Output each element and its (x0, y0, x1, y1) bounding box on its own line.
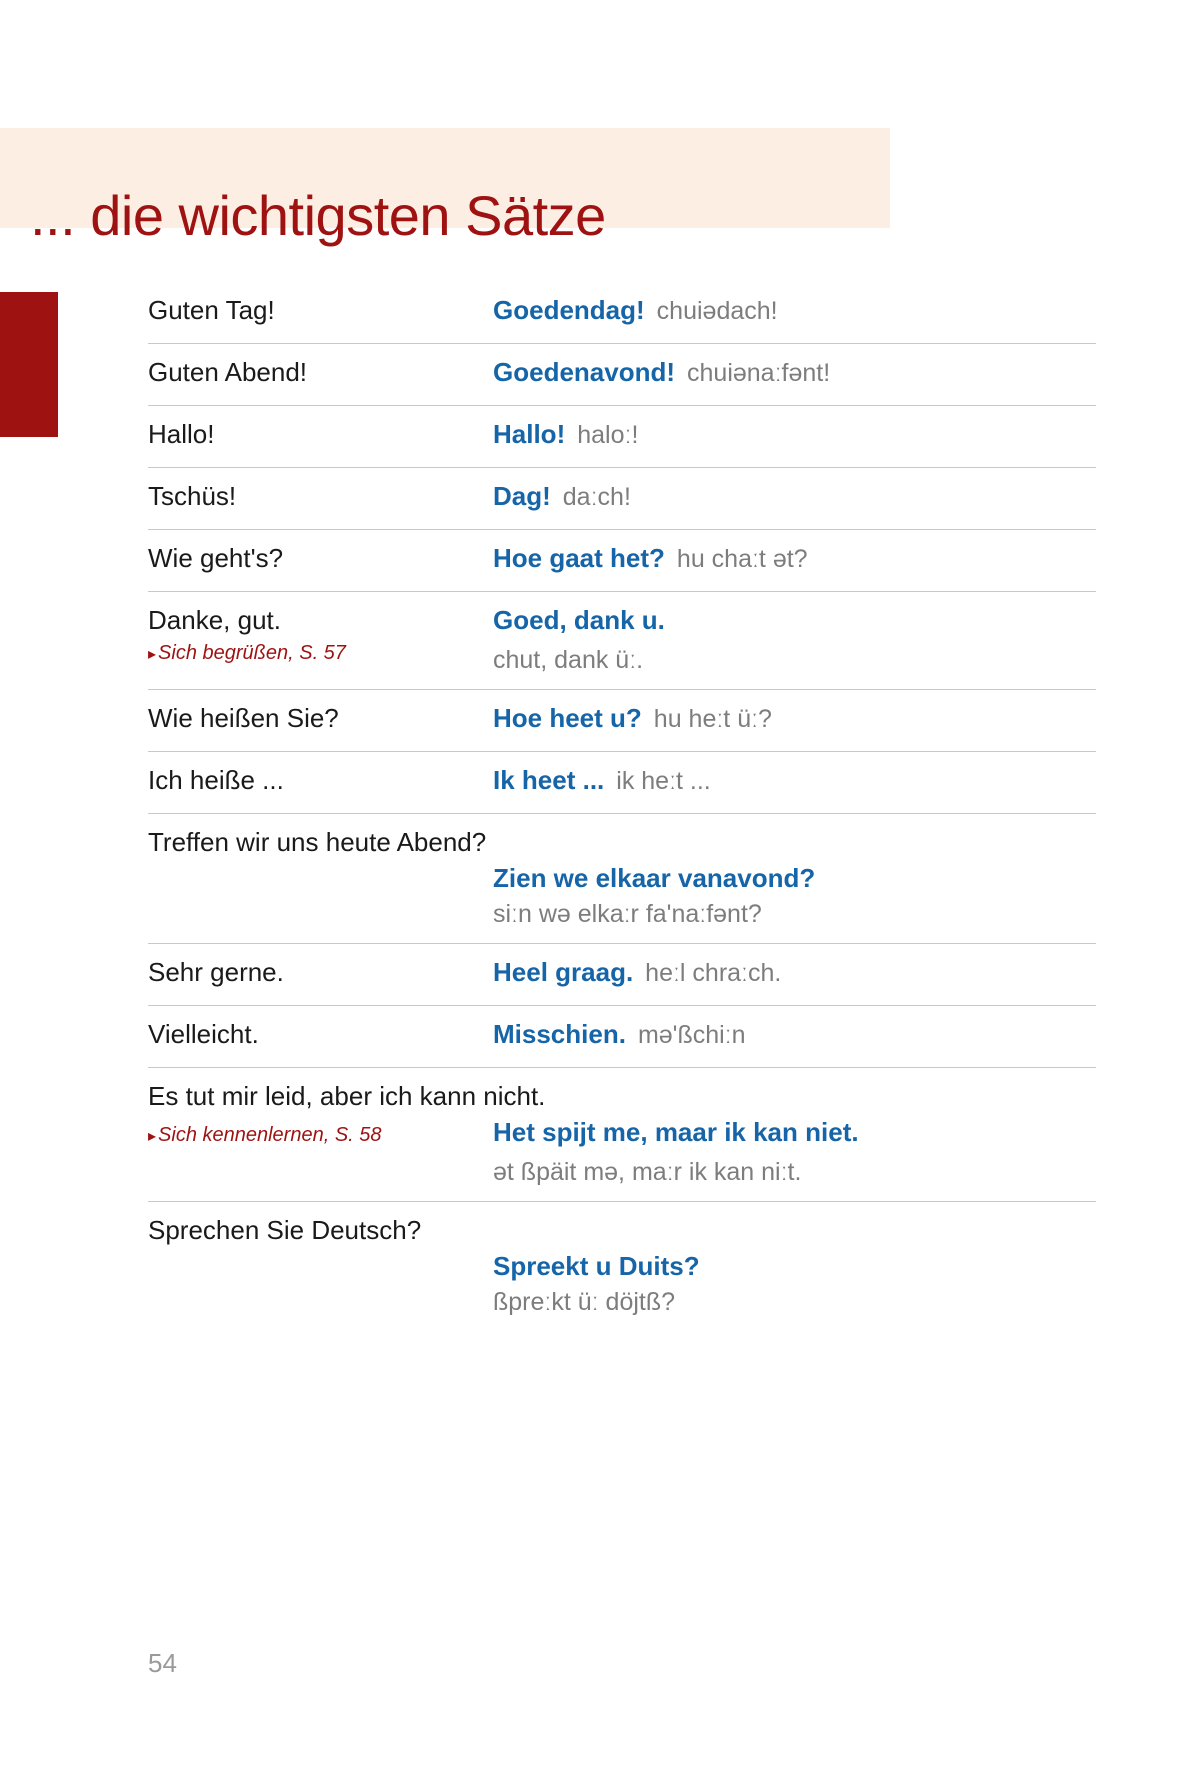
pronunciation: heːl chraːch. (645, 959, 782, 987)
page-title: ... die wichtigsten Sätze (30, 183, 606, 247)
dutch-phrase: Misschien. (493, 1019, 626, 1049)
translation-row (148, 1114, 1096, 1190)
translation-cell (493, 1114, 1096, 1190)
translation-cell (493, 762, 1096, 802)
pronunciation: chuiədach! (656, 297, 778, 325)
dutch-phrase: Dag! (493, 481, 551, 511)
pronunciation: chut, dank üː. (493, 646, 644, 674)
dutch-phrase: Spreekt u Duits? (493, 1251, 700, 1281)
dutch-phrase: Hallo! (493, 419, 566, 449)
translation-cell (493, 1016, 1096, 1056)
table-row (148, 592, 1096, 690)
translation-cell (493, 700, 1096, 740)
pronunciation: daːch! (562, 483, 631, 511)
translation-cell (493, 954, 1096, 994)
dutch-phrase: Zien we elkaar vanavond? (493, 863, 816, 893)
translation-cell (493, 1248, 1096, 1320)
translation-cell (493, 478, 1096, 518)
table-row (148, 752, 1096, 814)
table-row (148, 1006, 1096, 1068)
dutch-phrase: Het spijt me, maar ik kan niet. (493, 1117, 859, 1147)
table-row (148, 282, 1096, 344)
table-row (148, 406, 1096, 468)
dutch-phrase: Hoe gaat het? (493, 543, 665, 573)
dutch-phrase: Goedendag! (493, 295, 645, 325)
german-phrase: Hallo! (148, 419, 215, 449)
german-phrase: Ich heiße ... (148, 765, 284, 795)
german-phrase: Sehr gerne. (148, 957, 284, 987)
cross-reference[interactable] (148, 1120, 493, 1152)
triangle-right-icon: ▸ (148, 646, 157, 663)
table-row (148, 1202, 1096, 1331)
translation-cell (493, 354, 1096, 394)
dutch-phrase: Heel graag. (493, 957, 634, 987)
phrase-table (148, 282, 1096, 1331)
table-row (148, 690, 1096, 752)
dutch-phrase: Goedenavond! (493, 357, 676, 387)
translation-cell (493, 602, 1096, 678)
german-phrase-cell (148, 602, 493, 670)
german-phrase: Guten Tag! (148, 295, 275, 325)
pronunciation: hu heːt üː? (653, 705, 772, 733)
german-phrase: Tschüs! (148, 481, 237, 511)
german-phrase: Guten Abend! (148, 357, 308, 387)
triangle-right-icon: ▸ (148, 1128, 157, 1145)
table-row (148, 944, 1096, 1006)
pronunciation: ßpreːkt üː döjtß? (493, 1288, 676, 1316)
translation-cell (493, 540, 1096, 580)
pronunciation: ik heːt ... (616, 767, 711, 795)
pronunciation: ət ßpäit mə, maːr ik kan niːt. (493, 1158, 802, 1186)
dutch-phrase: Ik heet ... (493, 765, 605, 795)
pronunciation: haloː! (577, 421, 639, 449)
cross-reference-cell (148, 1120, 493, 1152)
translation-cell (493, 860, 1096, 932)
table-row (148, 468, 1096, 530)
table-row (148, 530, 1096, 592)
pronunciation: chuiənaːfənt! (687, 359, 831, 387)
dutch-phrase: Goed, dank u. (493, 605, 665, 635)
cross-reference[interactable] (148, 638, 493, 670)
german-phrase: Es tut mir leid, aber ich kann nicht. (148, 1081, 546, 1111)
german-phrase: Danke, gut. (148, 605, 281, 635)
cross-reference-label: Sich kennenlernen, S. 58 (158, 1124, 382, 1146)
chapter-side-tab (0, 292, 58, 437)
pronunciation: hu chaːt ət? (676, 545, 808, 573)
pronunciation: mə'ßchiːn (637, 1021, 746, 1049)
german-phrase: Vielleicht. (148, 1019, 259, 1049)
translation-cell (493, 416, 1096, 456)
cross-reference-label: Sich begrüßen, S. 57 (158, 642, 346, 664)
table-row (148, 344, 1096, 406)
german-phrase: Treffen wir uns heute Abend? (148, 827, 487, 857)
table-row (148, 1068, 1096, 1202)
german-phrase: Wie heißen Sie? (148, 703, 339, 733)
german-phrase: Sprechen Sie Deutsch? (148, 1215, 422, 1245)
table-row (148, 814, 1096, 944)
pronunciation: siːn wə elkaːr fa'naːfənt? (493, 900, 762, 928)
page-number: 54 (148, 1648, 177, 1678)
translation-cell (493, 292, 1096, 332)
german-phrase: Wie geht's? (148, 543, 284, 573)
dutch-phrase: Hoe heet u? (493, 703, 642, 733)
